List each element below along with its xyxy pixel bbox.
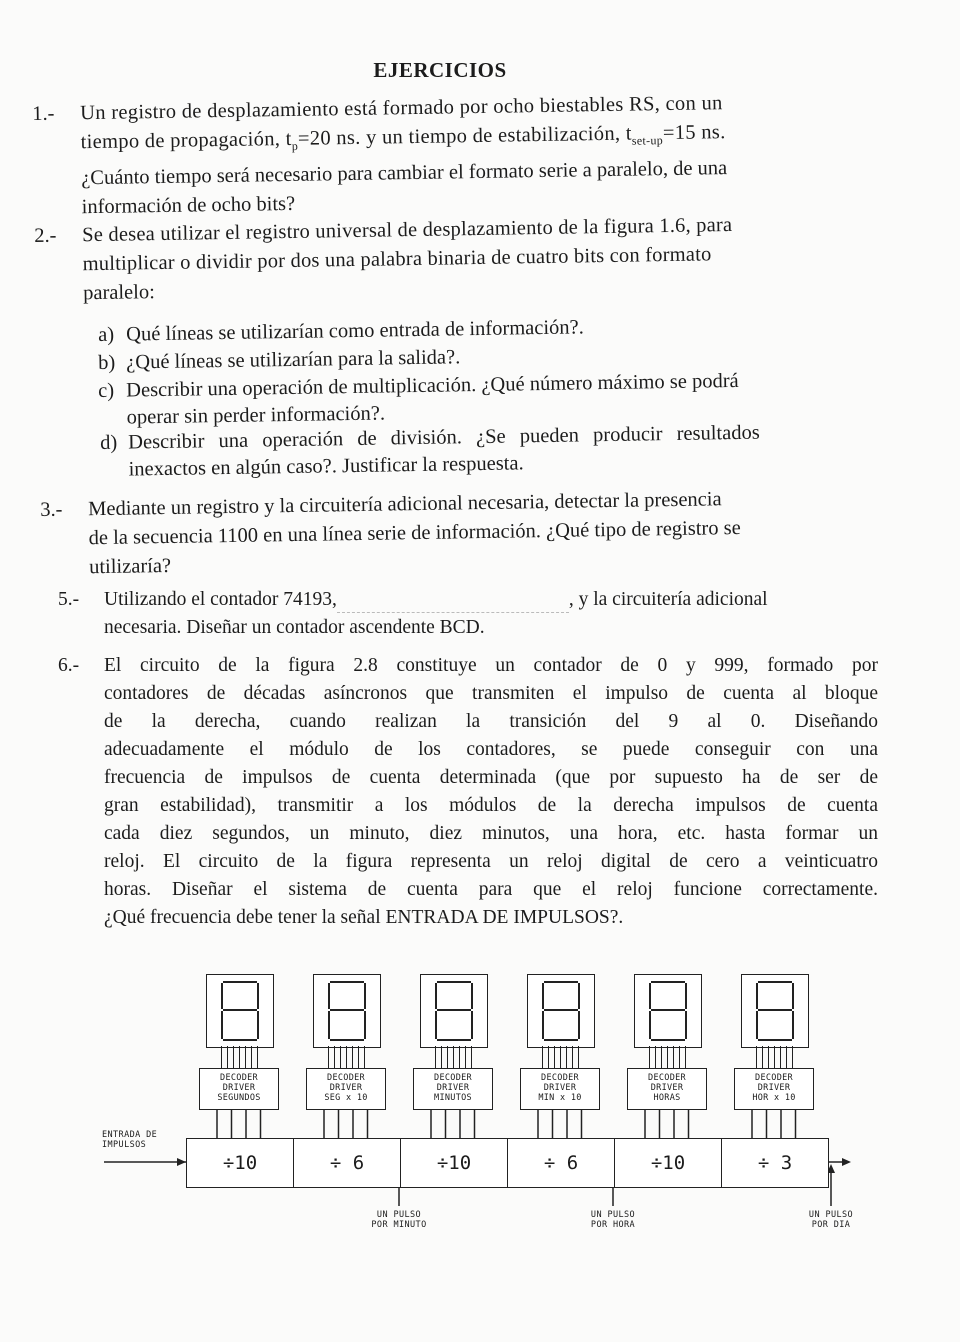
decoder-label-line: DECODER	[220, 1073, 258, 1083]
display-segment	[364, 983, 366, 1009]
decoder-label-line: DRIVER	[650, 1083, 684, 1093]
exercise-2-item-a: a) Qué líneas se utilizarían como entrada de información?.	[98, 316, 584, 346]
decoder-label-line: DRIVER	[436, 1083, 470, 1093]
decoder-label-line: DECODER	[327, 1073, 365, 1083]
exercise-1-number: 1.-	[32, 102, 55, 125]
seven-segment-display	[420, 974, 488, 1048]
display-segment	[651, 1039, 685, 1041]
display-segment	[330, 1039, 364, 1041]
display-segment	[471, 983, 473, 1009]
exercise-6-line: cada diez segundos, un minuto, diez minutos, una hora, etc. hasta formar un	[104, 823, 878, 844]
display-segment	[330, 981, 364, 983]
seven-segment-display	[313, 974, 381, 1048]
decoder-label-line: DECODER	[434, 1073, 472, 1083]
display-segment	[758, 1009, 792, 1011]
decoder-label-line: HORAS	[653, 1093, 681, 1103]
exercise-6-line: de la derecha, cuando realizan la transición del 9 al 0. Diseñando	[104, 711, 878, 732]
decoder-driver-1	[199, 1068, 279, 1110]
display-segment	[257, 983, 259, 1009]
decoder-label-line: DRIVER	[543, 1083, 577, 1093]
display-segment	[437, 1009, 471, 1011]
pulse-label-line: POR HORA	[590, 1220, 636, 1230]
exercise-2-line-3: paralelo:	[82, 281, 156, 305]
display-segment	[542, 1011, 544, 1039]
exercise-5-line-1: Utilizando el contador 74193, , y la circuitería adicional	[104, 589, 768, 610]
exercise-1-line-1: Un registro de desplazamiento está formado por ocho biestables RS, con un	[80, 92, 723, 125]
decoder-driver-6	[734, 1068, 814, 1110]
display-segment	[544, 1039, 578, 1041]
counter-1: ÷10	[186, 1138, 294, 1188]
page-title: EJERCICIOS	[373, 58, 507, 82]
display-segment	[435, 1011, 437, 1039]
display-segment	[221, 983, 223, 1009]
display-segment	[544, 1009, 578, 1011]
exercise-3-line-2: de la secuencia 1100 en una línea serie de información. ¿Qué tipo de registro se	[88, 516, 741, 550]
display-segment	[578, 983, 580, 1009]
exercise-5-number: 5.-	[58, 589, 80, 610]
display-segment	[649, 983, 651, 1009]
decoder-label-line: DECODER	[755, 1073, 793, 1083]
input-arrow	[177, 1158, 186, 1166]
exercise-1	[32, 87, 864, 220]
decoder-label-line: HOR x 10	[752, 1093, 796, 1103]
clock-circuit-figure	[100, 960, 860, 1240]
exercise-2-line-1: Se desea utilizar el registro universal de desplazamiento de la figura 1.6, para	[82, 214, 733, 247]
decoder-driver-2	[306, 1068, 386, 1110]
display-segment	[758, 981, 792, 983]
decoder-label-line: MINUTOS	[434, 1093, 472, 1103]
exercise-6-line: El circuito de la figura 2.8 constituye un contador de 0 y 999, formado por	[104, 655, 878, 676]
exercise-2-line-2: multiplicar o dividir por dos una palabra binaria de cuatro bits con formato	[82, 243, 712, 276]
decoder-label-line: DECODER	[648, 1073, 686, 1083]
pulse-label-line: POR DIA	[811, 1220, 851, 1230]
display-segment	[792, 1011, 794, 1039]
counter-6: ÷ 3	[721, 1138, 829, 1188]
display-segment	[471, 1011, 473, 1039]
decoder-driver-5	[627, 1068, 707, 1110]
pulse-label-1	[359, 1210, 439, 1230]
display-segment	[330, 1009, 364, 1011]
display-segment	[685, 983, 687, 1009]
exercise-6-line: ¿Qué frecuencia debe tener la señal ENTRADA DE IMPULSOS?.	[104, 907, 624, 928]
decoder-driver-3	[413, 1068, 493, 1110]
pulse-label-2	[573, 1210, 653, 1230]
display-segment	[578, 1011, 580, 1039]
pulse-label-3	[791, 1210, 871, 1230]
exercise-6	[58, 652, 878, 942]
seven-segment-display	[206, 974, 274, 1048]
display-segment	[364, 1011, 366, 1039]
exercise-6-line: adecuadamente el módulo de los contadores, se puede conseguir con una	[104, 739, 878, 760]
exercise-3	[40, 483, 871, 586]
exercise-5-line-2: necesaria. Diseñar un contador ascendente BCD.	[104, 617, 485, 638]
counter-3: ÷10	[400, 1138, 508, 1188]
seven-segment-display	[741, 974, 809, 1048]
exercise-2-item-c: c) Describir una operación de multiplicación. ¿Qué número máximo se podrá operar sin perder información?.	[98, 369, 739, 429]
exercise-2-item-b: b) ¿Qué líneas se utilizarían para la salida?.	[98, 346, 461, 374]
decoder-label-line: SEGUNDOS	[217, 1093, 261, 1103]
exercise-2-item-d: d) Describir una operación de división. ¿Se pueden producir resultados inexactos en algún caso?. Justificar la respuesta.	[100, 421, 760, 481]
exercise-5	[58, 586, 878, 646]
decoder-label-line: DRIVER	[757, 1083, 791, 1093]
input-pulses-label: ENTRADA DE IMPULSOS	[102, 1130, 158, 1150]
exercise-6-line: reloj. El circuito de la figura representa un reloj digital de cero a veinticuatro	[104, 851, 878, 872]
exercise-6-line: contadores de décadas asíncronos que transmiten el impulso de cuenta al bloque	[104, 683, 878, 704]
exercise-6-number: 6.-	[58, 655, 80, 676]
decoder-label-line: MIN x 10	[538, 1093, 582, 1103]
counter-2: ÷ 6	[293, 1138, 401, 1188]
seven-segment-display	[527, 974, 595, 1048]
display-segment	[756, 983, 758, 1009]
display-segment	[651, 1009, 685, 1011]
display-segment	[221, 1011, 223, 1039]
exercise-6-line: gran estabilidad), transmitir a los módulos de la derecha impulsos de cuenta	[104, 795, 878, 816]
display-segment	[758, 1039, 792, 1041]
display-segment	[223, 1009, 257, 1011]
display-segment	[542, 983, 544, 1009]
display-segment	[649, 1011, 651, 1039]
seven-segment-display	[634, 974, 702, 1048]
pulse-label-line: UN PULSO	[376, 1210, 422, 1220]
display-segment	[792, 983, 794, 1009]
pulse-label-line: POR MINUTO	[371, 1220, 427, 1230]
display-segment	[435, 983, 437, 1009]
display-segment	[544, 981, 578, 983]
decoder-label-line: SEG x 10	[324, 1093, 368, 1103]
exercise-3-line-1: Mediante un registro y la circuitería adicional necesaria, detectar la presencia	[88, 488, 722, 521]
exercise-1-line-3: ¿Cuánto tiempo será necesario para cambiar el formato serie a paralelo, de una	[81, 157, 728, 190]
exercise-3-line-3: utilizaría?	[88, 554, 172, 579]
erased-text	[337, 596, 569, 606]
display-segment	[223, 981, 257, 983]
decoder-label-line: DRIVER	[222, 1083, 256, 1093]
pulse-label-line: UN PULSO	[590, 1210, 636, 1220]
display-segment	[651, 981, 685, 983]
exercise-2	[34, 209, 865, 312]
display-segment	[756, 1011, 758, 1039]
exercise-6-line: horas. Diseñar el sistema de cuenta para que el reloj funcione correctamente.	[104, 879, 878, 900]
exercise-1-line-4: información de ocho bits?	[81, 192, 296, 219]
exercise-1-line-2: tiempo de propagación, $t_p=20$ ns. y un tiempo de estabilización, $t_{set-up}=15$ ns.	[80, 121, 726, 154]
exercise-3-number: 3.-	[40, 498, 63, 521]
display-segment	[223, 1039, 257, 1041]
display-segment	[257, 1011, 259, 1039]
pulse-label-line: UN PULSO	[808, 1210, 854, 1220]
counter-4: ÷ 6	[507, 1138, 615, 1188]
counter-5: ÷10	[614, 1138, 722, 1188]
display-segment	[685, 1011, 687, 1039]
display-segment	[328, 983, 330, 1009]
decoder-driver-4	[520, 1068, 600, 1110]
display-segment	[437, 1039, 471, 1041]
display-segment	[437, 981, 471, 983]
decoder-label-line: DECODER	[541, 1073, 579, 1083]
decoder-label-line: DRIVER	[329, 1083, 363, 1093]
output-arrow	[842, 1158, 851, 1166]
display-segment	[328, 1011, 330, 1039]
exercise-2-number: 2.-	[34, 224, 57, 247]
exercise-6-line: frecuencia de impulsos de cuenta determinada (que por supuesto ha de ser de	[104, 767, 878, 788]
